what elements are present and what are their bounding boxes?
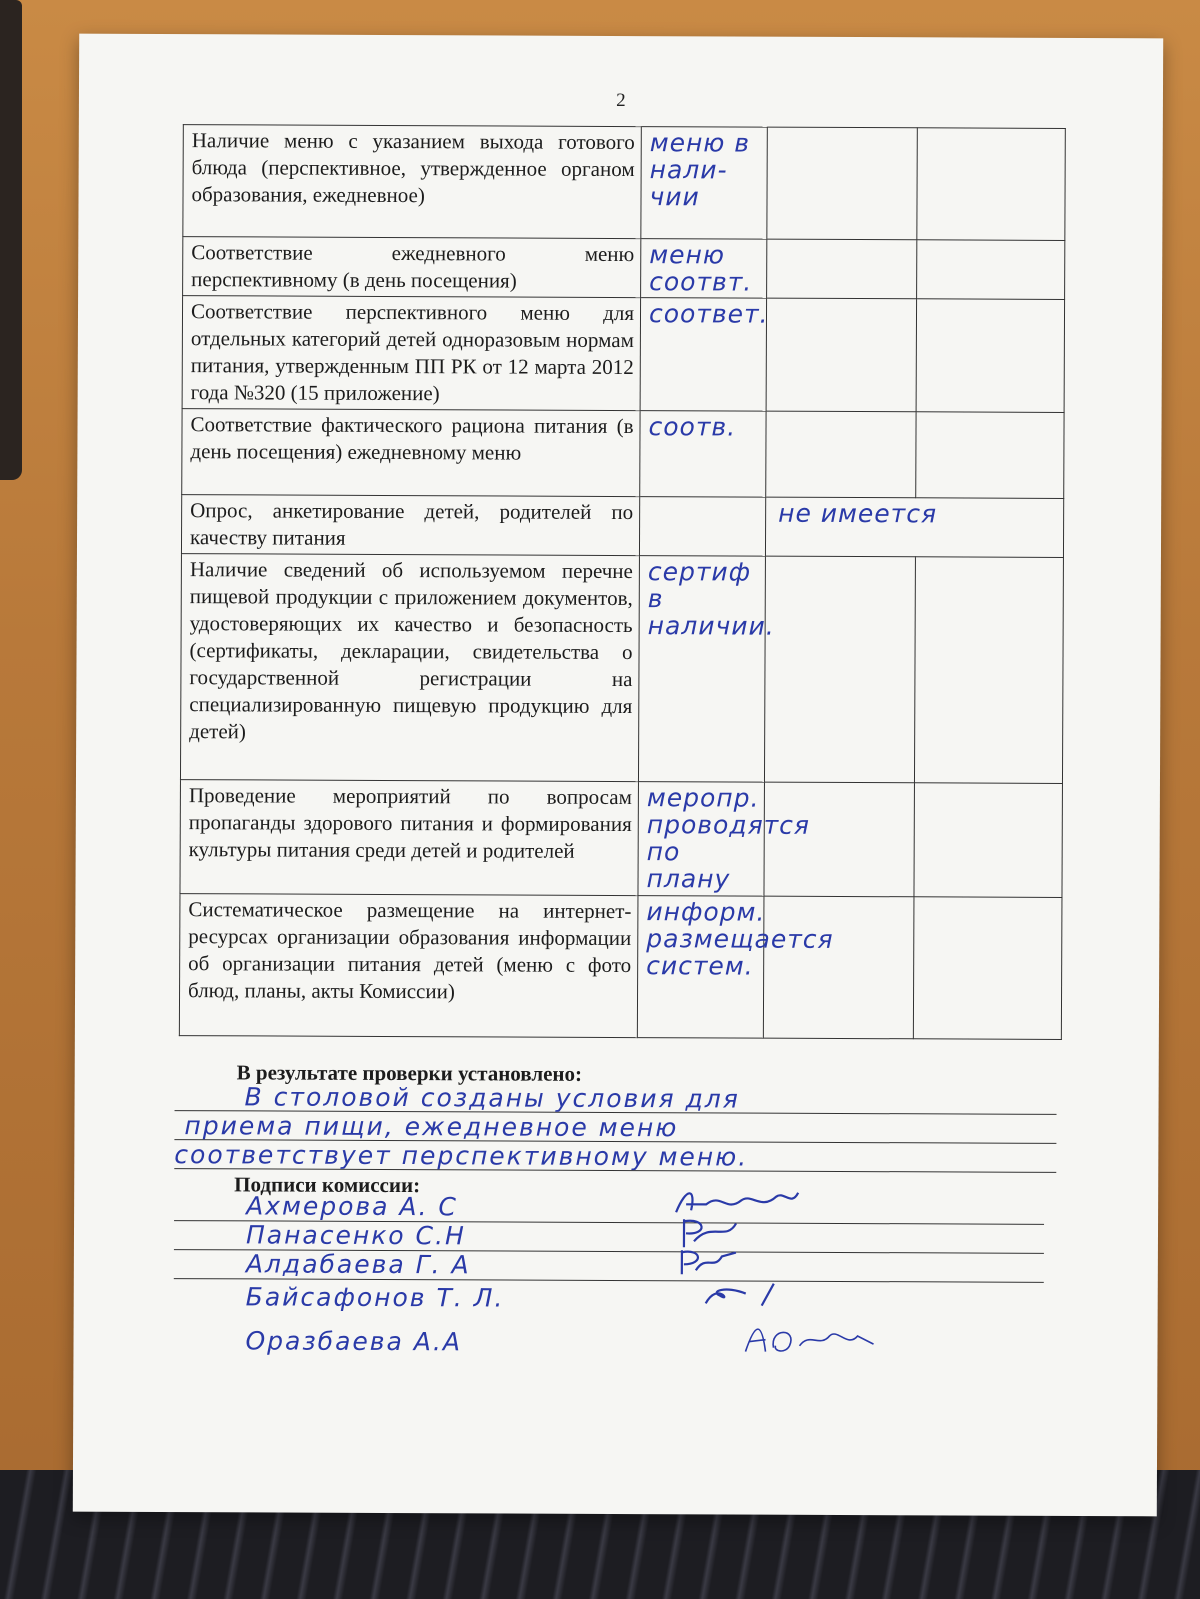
handwritten-note: меню соотвт. [641,239,767,299]
table-row [183,237,1065,300]
signature-row [173,1311,1043,1359]
empty-cell [914,783,1062,898]
criterion-cell: Систематическое размещение на интернет-ресурсах организации образования информации об организации питания детей (меню с фото блюд, планы, акты Комиссии) [179,894,638,1038]
handwritten-note: меню в нали- чии [641,127,767,240]
empty-cell [763,896,914,1039]
results-text [174,1082,1056,1173]
results-heading: В результате проверки установлено: [236,1060,583,1086]
background-object [0,0,22,480]
page-number: 2 [616,89,626,112]
handwritten-note: не имеется [765,497,1063,557]
handwritten-note: сертиф в наличии. [638,556,765,783]
criterion-cell: Наличие сведений об используемом перечне пищевой продукции с приложением документов, удостоверяющих их качество и безопасность (сертификаты, декларации, свидетельства о государственной регистрации на специализированную пищевую продукцию для детей) [180,554,639,782]
member-name: Алдабаева Г. А [245,1249,471,1280]
member-name: Оразбаева А.А [245,1326,463,1357]
empty-cell [639,497,765,557]
criterion-cell: Соответствие фактического рациона питания (в день посещения) ежедневному меню [182,409,640,497]
criterion-cell: Соответствие ежедневного меню перспективному (в день посещения) [183,237,641,298]
table-row [180,554,1063,784]
table-row [183,125,1065,241]
signature-row [174,1250,1044,1283]
result-line: соответствует перспективному меню. [174,1140,1056,1173]
signature-row [174,1279,1044,1315]
signatures-block [173,1192,1044,1359]
criterion-cell: Опрос, анкетирование детей, родителей по качеству питания [181,495,639,556]
inspection-table [179,124,1066,1040]
table-row [182,296,1064,413]
criterion-cell: Соответствие перспективного меню для отдельных категорий детей одноразовым нормам питания, утвержденным ПП РК от 12 марта 2012 года №320 (15 приложение) [182,296,640,411]
empty-cell [913,897,1062,1040]
member-name: Ахмерова А. С [246,1191,458,1222]
empty-cell [764,556,915,783]
handwritten-note: меропр. проводятся по плану [638,782,764,897]
signature-mark [666,1273,806,1314]
criterion-cell: Проведение мероприятий по вопросам пропаганды здорового питания и формирования культуры питания среди детей и родителей [180,780,638,896]
handwritten-note: информ. размещается систем. [637,896,764,1039]
result-line: приема пищи, ежедневное меню [174,1111,1056,1144]
handwritten-note: соответ. [640,298,766,412]
empty-cell [916,299,1064,413]
table-row [181,495,1063,558]
member-name: Панасенко С.Н [245,1220,466,1251]
table-row [179,894,1062,1040]
signature-mark [669,1317,949,1358]
result-line: В столовой созданы условия для [175,1082,1057,1115]
empty-cell [914,557,1063,784]
document-page [73,34,1163,1517]
handwritten-note: соотв. [640,411,766,498]
table-row [180,780,1062,898]
empty-cell [917,128,1065,241]
empty-cell [766,411,916,498]
signatures-heading: Подписи комиссии: [234,1172,421,1198]
empty-cell [917,240,1065,300]
empty-cell [767,239,917,299]
criterion-cell: Наличие меню с указанием выхода готового блюда (перспективное, утвержденное органом образования, ежедневное) [183,125,641,239]
table-row [182,409,1064,499]
member-name: Байсафонов Т. Л. [245,1282,505,1313]
empty-cell [916,412,1064,499]
empty-cell [767,127,917,240]
empty-cell [766,298,916,412]
